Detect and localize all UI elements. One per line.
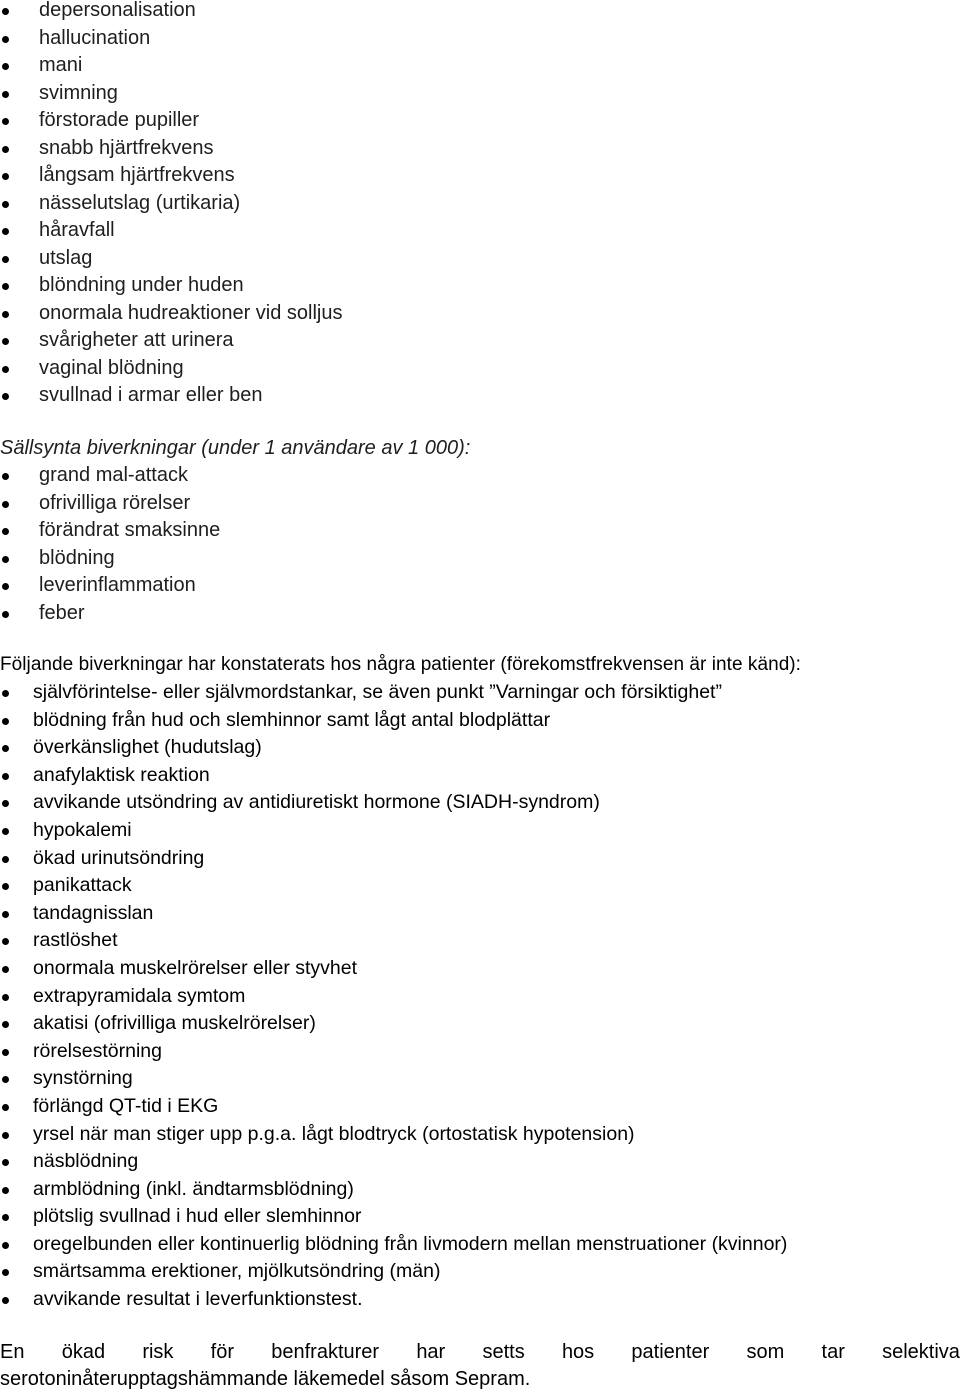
unknown-frequency-heading: Följande biverkningar har konstaterats hos några patienter (förekomstfrekvensen är inte känd):	[0, 654, 802, 675]
bullet-icon	[2, 118, 9, 125]
list-item	[0, 1093, 787, 1121]
bullet-icon	[2, 8, 9, 15]
list-item	[0, 734, 787, 762]
bullet-icon	[2, 966, 9, 973]
list-item	[0, 382, 343, 410]
list-item	[0, 490, 220, 518]
list-item	[0, 600, 220, 628]
list-item	[0, 872, 787, 900]
bullet-icon	[2, 1076, 9, 1083]
bullet-icon	[2, 36, 9, 43]
common-side-effects-list	[0, 0, 343, 410]
list-item	[0, 679, 787, 707]
list-item-text: grand mal-attack	[39, 464, 188, 486]
list-item-text: rörelsestörning	[33, 1039, 162, 1062]
list-item-text: blödning från hud och slemhinnor samt lågt antal blodplättar	[33, 708, 551, 731]
list-item	[0, 107, 343, 135]
bullet-icon	[2, 528, 9, 535]
list-item-text: extrapyramidala symtom	[33, 984, 246, 1007]
rare-side-effects-heading: Sällsynta biverkningar (under 1 användare av 1 000):	[0, 437, 471, 459]
bullet-icon	[2, 311, 9, 318]
bullet-icon	[2, 994, 9, 1001]
bullet-icon	[2, 828, 9, 835]
list-item-text: avvikande utsöndring av antidiuretiskt hormone (SIADH-syndrom)	[33, 791, 600, 814]
closing-word: patienter	[631, 1341, 710, 1363]
list-item-text: förstorade pupiller	[39, 109, 200, 131]
list-item	[0, 927, 787, 955]
rare-side-effects-list	[0, 462, 220, 627]
bullet-icon	[2, 773, 9, 780]
bullet-icon	[2, 690, 9, 697]
list-item	[0, 25, 343, 53]
closing-word: benfrakturer	[271, 1341, 380, 1363]
list-item-text: nässelutslag (urtikaria)	[39, 191, 241, 214]
list-item	[0, 1010, 787, 1038]
bullet-icon	[2, 1049, 9, 1056]
list-item-text: leverinflammation	[39, 574, 196, 596]
bullet-icon	[2, 611, 9, 618]
list-item-text: feber	[39, 601, 85, 624]
bullet-icon	[2, 283, 9, 290]
closing-word: En	[0, 1341, 25, 1363]
list-item-text: ökad urinutsöndring	[33, 846, 205, 869]
closing-paragraph-line-2: serotoninåterupptagshämmande läkemedel såsom Sepram.	[0, 1368, 531, 1390]
list-item-text: svullnad i armar eller ben	[39, 384, 263, 406]
bullet-icon	[2, 583, 9, 590]
bullet-icon	[2, 1104, 9, 1111]
closing-word: tar	[821, 1341, 845, 1363]
list-item	[0, 52, 343, 80]
list-item	[0, 1038, 787, 1066]
list-item-text: panikattack	[33, 874, 132, 897]
list-item	[0, 1148, 787, 1176]
list-item-text: ofrivilliga rörelser	[39, 491, 191, 514]
list-item	[0, 1176, 787, 1204]
list-item-text: håravfall	[39, 219, 115, 241]
list-item	[0, 0, 343, 25]
list-item-text: onormala muskelrörelser eller styvhet	[33, 956, 358, 979]
bullet-icon	[2, 856, 9, 863]
list-item-text: utslag	[39, 246, 93, 269]
closing-word: selektiva	[882, 1341, 960, 1363]
bullet-icon	[2, 883, 9, 890]
closing-word: för	[210, 1341, 234, 1363]
list-item-text: hallucination	[39, 26, 151, 49]
list-item	[0, 762, 787, 790]
list-item-text: hypokalemi	[33, 818, 132, 841]
unknown-frequency-side-effects-list	[0, 679, 787, 1314]
bullet-icon	[2, 201, 9, 208]
list-item-text: blödning	[39, 546, 115, 569]
closing-paragraph-line-1	[0, 1339, 960, 1366]
list-item	[0, 245, 343, 273]
bullet-icon	[2, 1187, 9, 1194]
bullet-icon	[2, 501, 9, 508]
closing-word: har	[416, 1341, 446, 1363]
list-item-text: näsblödning	[33, 1150, 139, 1173]
bullet-icon	[2, 745, 9, 752]
bullet-icon	[2, 146, 9, 153]
list-item	[0, 162, 343, 190]
list-item	[0, 707, 787, 735]
list-item	[0, 300, 343, 328]
list-item	[0, 572, 220, 600]
bullet-icon	[2, 173, 9, 180]
list-item	[0, 462, 220, 490]
list-item-text: yrsel när man stiger upp p.g.a. lågt blodtryck (ortostatisk hypotension)	[33, 1122, 635, 1145]
bullet-icon	[2, 473, 9, 480]
list-item	[0, 545, 220, 573]
list-item-text: armblödning (inkl. ändtarmsblödning)	[33, 1177, 354, 1200]
list-item-text: förlängd QT-tid i EKG	[33, 1094, 219, 1117]
bullet-icon	[2, 338, 9, 345]
list-item	[0, 955, 787, 983]
bullet-icon	[2, 1021, 9, 1028]
list-item-text: svimning	[39, 81, 118, 104]
list-item-text: självförintelse- eller självmordstankar, se även punkt ”Varningar och försiktighet”	[33, 681, 722, 703]
bullet-icon	[2, 63, 9, 70]
list-item-text: förändrat smaksinne	[39, 519, 221, 541]
list-item	[0, 1258, 787, 1286]
list-item-text: snabb hjärtfrekvens	[39, 136, 214, 159]
list-item	[0, 845, 787, 873]
bullet-icon	[2, 1269, 9, 1276]
bullet-icon	[2, 800, 9, 807]
list-item	[0, 217, 343, 245]
list-item-text: onormala hudreaktioner vid solljus	[39, 301, 343, 324]
list-item-text: långsam hjärtfrekvens	[39, 164, 235, 186]
list-item	[0, 355, 343, 383]
list-item-text: blöndning under huden	[39, 274, 244, 296]
list-item-text: smärtsamma erektioner, mjölkutsöndring (män)	[33, 1260, 441, 1283]
list-item	[0, 80, 343, 108]
bullet-icon	[2, 1132, 9, 1139]
list-item-text: svårigheter att urinera	[39, 329, 234, 351]
bullet-icon	[2, 91, 9, 98]
list-item-text: anafylaktisk reaktion	[33, 763, 210, 786]
list-item-text: akatisi (ofrivilliga muskelrörelser)	[33, 1012, 316, 1035]
bullet-icon	[2, 911, 9, 918]
list-item-text: rastlöshet	[33, 929, 118, 952]
list-item-text: synstörning	[33, 1067, 133, 1090]
list-item-text: avvikande resultat i leverfunktionstest.	[33, 1288, 363, 1311]
list-item-text: depersonalisation	[39, 0, 196, 21]
list-item	[0, 1121, 787, 1149]
bullet-icon	[2, 1242, 9, 1249]
list-item-text: plötslig svullnad i hud eller slemhinnor	[33, 1205, 362, 1228]
closing-word: risk	[142, 1341, 174, 1363]
bullet-icon	[2, 938, 9, 945]
closing-word: som	[746, 1341, 785, 1363]
bullet-icon	[2, 718, 9, 725]
list-item	[0, 789, 787, 817]
list-item	[0, 817, 787, 845]
bullet-icon	[2, 366, 9, 373]
list-item	[0, 272, 343, 300]
list-item-text: vaginal blödning	[39, 356, 184, 379]
bullet-icon	[2, 256, 9, 263]
bullet-icon	[2, 556, 9, 563]
list-item-text: tandagnisslan	[33, 901, 154, 924]
closing-paragraph	[0, 1339, 960, 1393]
list-item	[0, 190, 343, 218]
list-item-text: oregelbunden eller kontinuerlig blödning från livmodern mellan menstruationer (kvinnor)	[33, 1232, 788, 1255]
list-item	[0, 900, 787, 928]
list-item	[0, 1203, 787, 1231]
closing-word: ökad	[61, 1341, 106, 1363]
bullet-icon	[2, 228, 9, 235]
list-item	[0, 135, 343, 163]
list-item	[0, 983, 787, 1011]
closing-word: setts	[482, 1341, 525, 1363]
list-item-text: mani	[39, 54, 83, 76]
list-item	[0, 1286, 787, 1314]
bullet-icon	[2, 1159, 9, 1166]
closing-word: hos	[561, 1341, 595, 1363]
bullet-icon	[2, 1297, 9, 1304]
list-item	[0, 1065, 787, 1093]
list-item	[0, 327, 343, 355]
list-item	[0, 517, 220, 545]
bullet-icon	[2, 1214, 9, 1221]
bullet-icon	[2, 393, 9, 400]
list-item-text: överkänslighet (hudutslag)	[33, 736, 262, 759]
list-item	[0, 1231, 787, 1259]
